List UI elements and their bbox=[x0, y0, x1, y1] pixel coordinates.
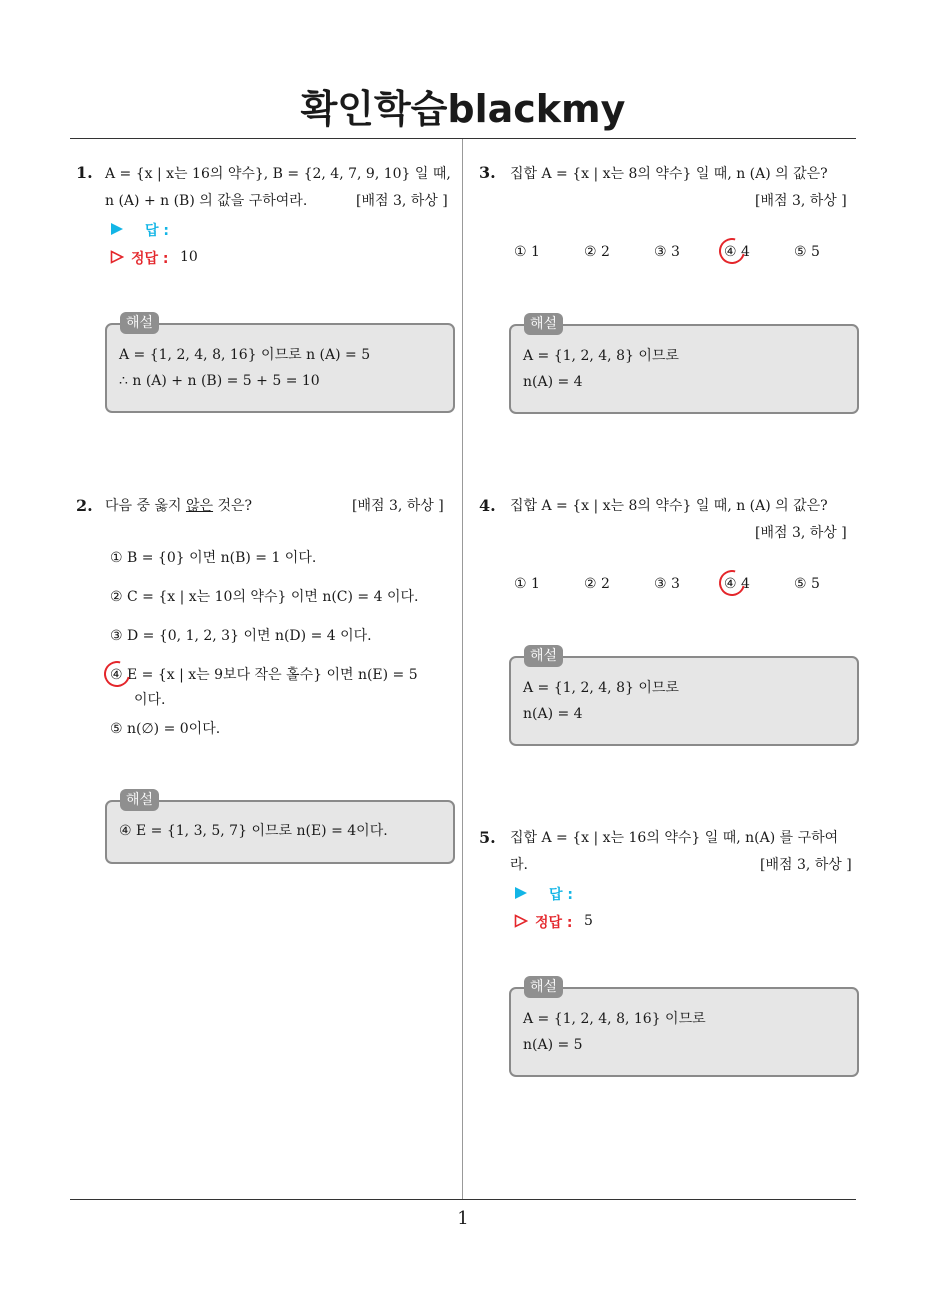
question-text: 집합 A = {x | x는 8의 약수} 일 때, n (A) 의 값은? bbox=[510, 498, 828, 514]
option-4: ④ 4 bbox=[724, 244, 750, 260]
question-meta: [배점 3, 하상 ] bbox=[755, 193, 847, 209]
solution-tag: 해설 bbox=[120, 789, 159, 811]
question-number: 2. bbox=[76, 496, 93, 515]
option-5: ⑤ n(∅) = 0이다. bbox=[110, 721, 221, 737]
solution-box bbox=[105, 800, 455, 864]
option-4-cont: 이다. bbox=[134, 692, 166, 708]
solution-line: ∴ n (A) + n (B) = 5 + 5 = 10 bbox=[119, 373, 320, 389]
question-meta: [배점 3, 하상 ] bbox=[760, 857, 852, 873]
page-number: 1 bbox=[457, 1208, 469, 1229]
question-meta: [배점 3, 하상 ] bbox=[352, 498, 444, 514]
column-divider bbox=[462, 139, 463, 1199]
question-text bbox=[105, 493, 252, 520]
option-1: ① 1 bbox=[514, 576, 540, 592]
solution-line: A = {1, 2, 4, 8} 이므로 bbox=[523, 680, 679, 696]
question-text-part: 다음 중 옳지 bbox=[105, 498, 186, 514]
solution-box bbox=[105, 323, 455, 413]
question-text: 라. bbox=[510, 857, 528, 873]
question-text: A = {x | x는 16의 약수}, B = {2, 4, 7, 9, 10} 일 때, bbox=[105, 166, 451, 182]
solution-tag: 해설 bbox=[524, 645, 563, 667]
solution-tag: 해설 bbox=[120, 312, 159, 334]
option-2: ② 2 bbox=[584, 576, 610, 592]
answer-label: 답 : bbox=[145, 223, 169, 239]
option-1: ① B = {0} 이면 n(B) = 1 이다. bbox=[110, 550, 317, 566]
option-3: ③ 3 bbox=[654, 576, 680, 592]
bottom-rule bbox=[70, 1199, 856, 1200]
solution-box bbox=[509, 656, 859, 746]
option-2: ② C = {x | x는 10의 약수} 이면 n(C) = 4 이다. bbox=[110, 589, 419, 605]
solution-tag: 해설 bbox=[524, 313, 563, 335]
correct-answer-label: 정답 : bbox=[535, 915, 573, 931]
triangle-filled-icon bbox=[110, 222, 124, 236]
triangle-outline-icon bbox=[110, 250, 124, 264]
solution-line: A = {1, 2, 4, 8} 이므로 bbox=[523, 348, 679, 364]
question-number: 5. bbox=[479, 828, 496, 847]
correct-answer-value: 10 bbox=[180, 249, 198, 265]
option-5: ⑤ 5 bbox=[794, 244, 820, 260]
option-5: ⑤ 5 bbox=[794, 576, 820, 592]
question-text-part: 것은? bbox=[213, 498, 253, 514]
solution-box bbox=[509, 324, 859, 414]
question-number: 3. bbox=[479, 163, 496, 182]
solution-line: n(A) = 4 bbox=[523, 706, 583, 722]
question-meta: [배점 3, 하상 ] bbox=[356, 193, 448, 209]
triangle-outline-icon bbox=[514, 914, 528, 928]
solution-line: ④ E = {1, 3, 5, 7} 이므로 n(E) = 4이다. bbox=[119, 823, 388, 839]
solution-line: A = {1, 2, 4, 8, 16} 이므로 n (A) = 5 bbox=[119, 347, 371, 363]
triangle-filled-icon bbox=[514, 886, 528, 900]
solution-tag: 해설 bbox=[524, 976, 563, 998]
option-4: ④ 4 bbox=[724, 576, 750, 592]
page-title: 확인학습blackmy bbox=[300, 87, 626, 131]
underlined-word: 않은 bbox=[185, 498, 214, 514]
top-rule bbox=[70, 138, 856, 139]
question-meta: [배점 3, 하상 ] bbox=[755, 525, 847, 541]
solution-box bbox=[509, 987, 859, 1077]
option-3: ③ 3 bbox=[654, 244, 680, 260]
correct-answer-label: 정답 : bbox=[131, 251, 169, 267]
correct-answer-value: 5 bbox=[584, 913, 593, 929]
question-number: 4. bbox=[479, 496, 496, 515]
solution-line: n(A) = 4 bbox=[523, 374, 583, 390]
solution-line: n(A) = 5 bbox=[523, 1037, 583, 1053]
question-text: n (A) + n (B) 의 값을 구하여라. bbox=[105, 193, 308, 209]
question-number: 1. bbox=[76, 163, 93, 182]
option-4: ④ E = {x | x는 9보다 작은 홀수} 이면 n(E) = 5 bbox=[110, 667, 418, 683]
question-text: 집합 A = {x | x는 8의 약수} 일 때, n (A) 의 값은? bbox=[510, 166, 828, 182]
option-2: ② 2 bbox=[584, 244, 610, 260]
option-3: ③ D = {0, 1, 2, 3} 이면 n(D) = 4 이다. bbox=[110, 628, 372, 644]
option-1: ① 1 bbox=[514, 244, 540, 260]
answer-label: 답 : bbox=[549, 887, 573, 903]
solution-line: A = {1, 2, 4, 8, 16} 이므로 bbox=[523, 1011, 706, 1027]
question-text: 집합 A = {x | x는 16의 약수} 일 때, n(A) 를 구하여 bbox=[510, 830, 839, 846]
